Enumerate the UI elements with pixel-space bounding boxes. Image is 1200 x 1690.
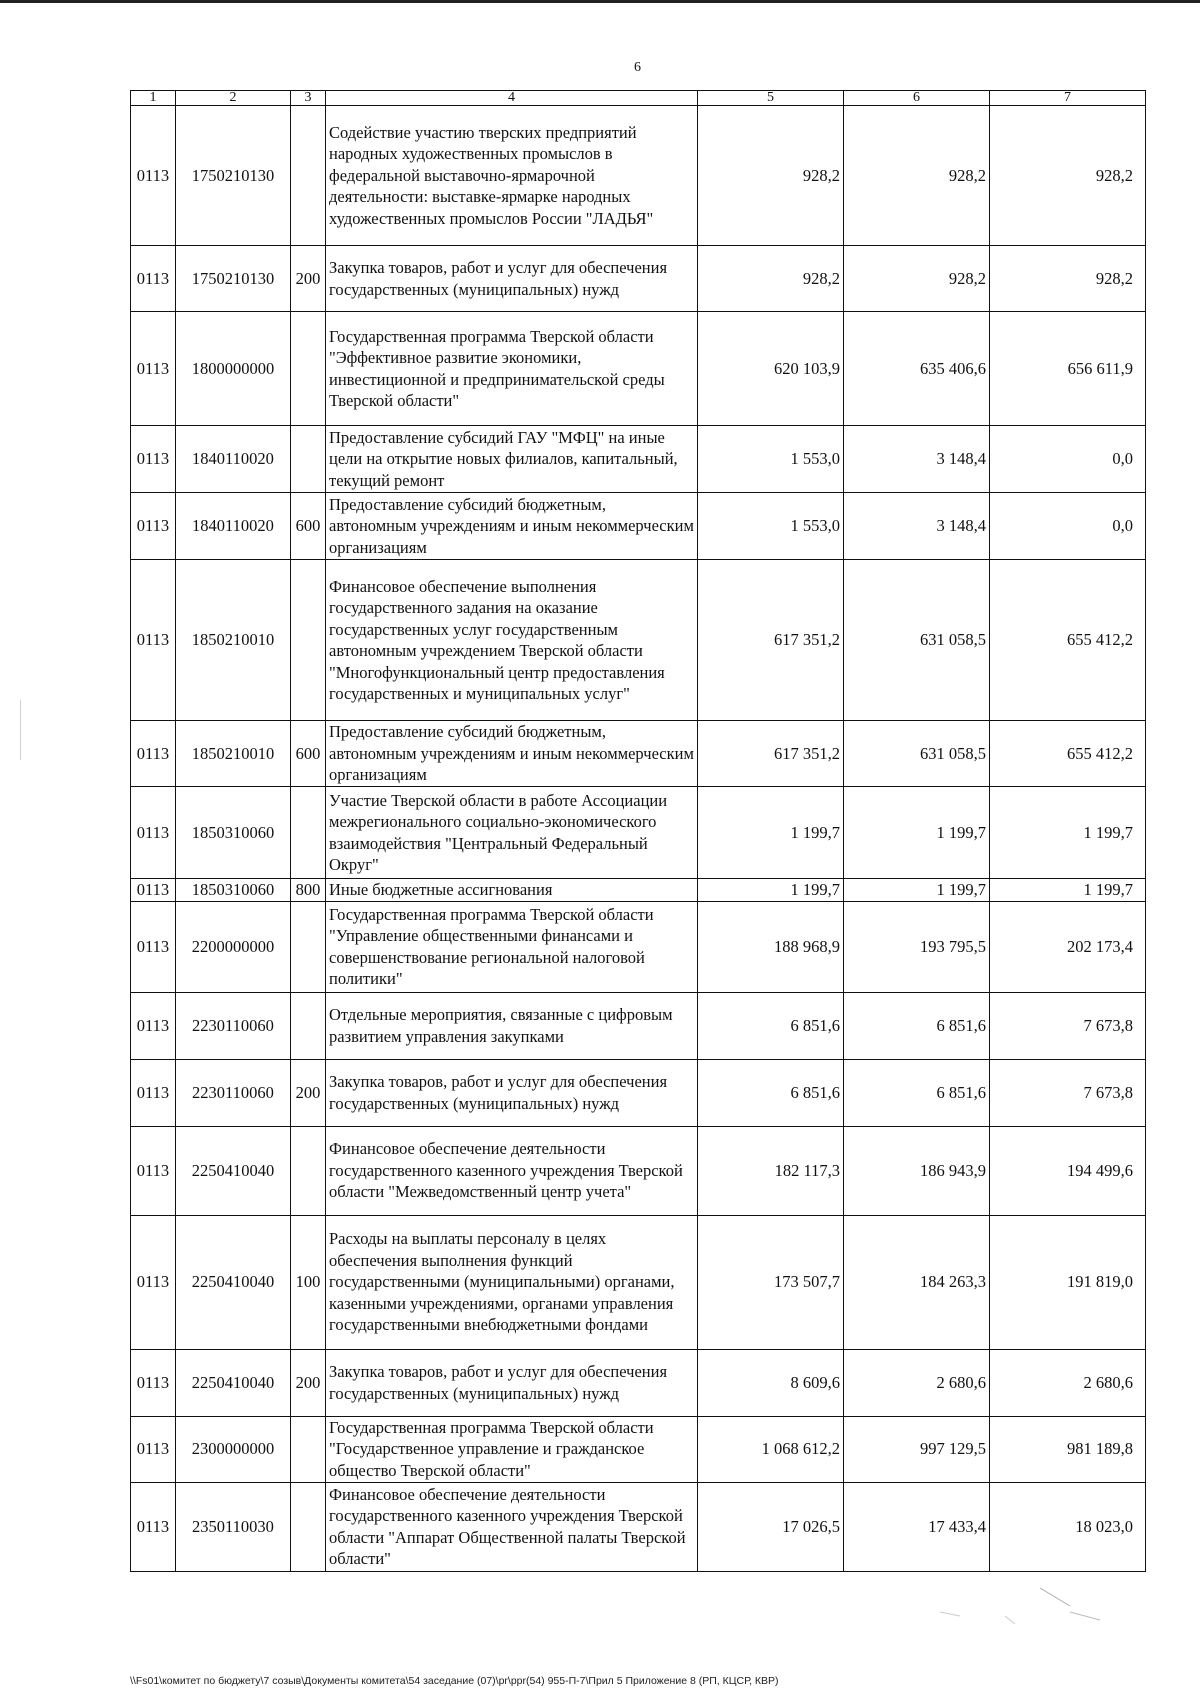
item-name: Предоставление субсидий ГАУ "МФЦ" на иные цели на открытие новых филиалов, капитальный, текущий ремонт [326,426,698,493]
scan-artifact-line [1040,1588,1070,1606]
scan-artifact-line [940,1612,960,1616]
section-code: 0113 [131,879,176,902]
budget-table [130,90,1146,1572]
amount-year-2: 1 199,7 [844,879,990,902]
section-code: 0113 [131,721,176,787]
table-row [131,992,1146,1059]
amount-year-2: 6 851,6 [844,992,990,1059]
table-row [131,879,1146,902]
amount-year-3: 194 499,6 [990,1126,1146,1215]
expense-type-code [291,312,326,426]
section-code: 0113 [131,901,176,992]
amount-year-2: 631 058,5 [844,560,990,721]
section-code: 0113 [131,992,176,1059]
page-number: 6 [634,60,641,75]
table-row [131,721,1146,787]
expense-type-code: 600 [291,721,326,787]
header-row [131,91,1146,106]
amount-year-2: 631 058,5 [844,721,990,787]
table-row [131,560,1146,721]
section-code: 0113 [131,1059,176,1126]
amount-year-2: 1 199,7 [844,787,990,879]
item-name: Расходы на выплаты персоналу в целях обеспечения выполнения функций государственными (муниципальными) органами, казенными учреждениями, органами управления государственными внебюджетными фондами [326,1215,698,1349]
target-code: 1850210010 [176,560,291,721]
amount-year-3: 928,2 [990,106,1146,246]
target-code: 1850210010 [176,721,291,787]
amount-year-3: 7 673,8 [990,992,1146,1059]
expense-type-code [291,992,326,1059]
amount-year-2: 3 148,4 [844,426,990,493]
expense-type-code [291,426,326,493]
amount-year-1: 1 199,7 [698,787,844,879]
column-header: 3 [291,91,326,106]
target-code: 1840110020 [176,493,291,560]
table-row [131,901,1146,992]
table-row [131,312,1146,426]
amount-year-1: 6 851,6 [698,992,844,1059]
amount-year-1: 1 199,7 [698,879,844,902]
amount-year-1: 928,2 [698,246,844,312]
amount-year-3: 191 819,0 [990,1215,1146,1349]
section-code: 0113 [131,1349,176,1416]
amount-year-2: 193 795,5 [844,901,990,992]
amount-year-1: 182 117,3 [698,1126,844,1215]
column-header: 4 [326,91,698,106]
item-name: Государственная программа Тверской области "Управление общественными финансами и совершенствование региональной налоговой политики" [326,901,698,992]
target-code: 2250410040 [176,1126,291,1215]
expense-type-code: 600 [291,493,326,560]
section-code: 0113 [131,1215,176,1349]
expense-type-code [291,1126,326,1215]
section-code: 0113 [131,1416,176,1482]
item-name: Участие Тверской области в работе Ассоциации межрегионального социально-экономического взаимодействия "Центральный Федеральный Округ" [326,787,698,879]
amount-year-1: 620 103,9 [698,312,844,426]
footer-file-path: \\Fs01\комитет по бюджету\7 созыв\Документы комитета\54 заседание (07)\pr\ppr(54) 955-П-7\Прил 5 Приложение 8 (РП, КЦСР, КВР) [130,1675,779,1687]
amount-year-3: 928,2 [990,246,1146,312]
amount-year-2: 3 148,4 [844,493,990,560]
item-name: Государственная программа Тверской области "Эффективное развитие экономики, инвестиционной и предпринимательской среды Тверской области" [326,312,698,426]
section-code: 0113 [131,312,176,426]
expense-type-code [291,1416,326,1482]
target-code: 1840110020 [176,426,291,493]
expense-type-code [291,1482,326,1571]
target-code: 2230110060 [176,992,291,1059]
expense-type-code [291,560,326,721]
column-header: 6 [844,91,990,106]
table-row [131,1349,1146,1416]
table-row [131,106,1146,246]
scan-artifact-line [1070,1612,1100,1620]
amount-year-2: 928,2 [844,106,990,246]
amount-year-2: 997 129,5 [844,1416,990,1482]
amount-year-1: 188 968,9 [698,901,844,992]
section-code: 0113 [131,787,176,879]
amount-year-3: 202 173,4 [990,901,1146,992]
amount-year-2: 635 406,6 [844,312,990,426]
amount-year-3: 1 199,7 [990,879,1146,902]
target-code: 2350110030 [176,1482,291,1571]
section-code: 0113 [131,1482,176,1571]
amount-year-3: 2 680,6 [990,1349,1146,1416]
scan-artifact-line [1005,1616,1015,1624]
amount-year-2: 2 680,6 [844,1349,990,1416]
item-name: Содействие участию тверских предприятий народных художественных промыслов в федеральной выставочно-ярмарочной деятельности: выставке-ярмарке народных художественных промыслов России "ЛАДЬЯ" [326,106,698,246]
amount-year-2: 184 263,3 [844,1215,990,1349]
expense-type-code: 800 [291,879,326,902]
section-code: 0113 [131,426,176,493]
table-row [131,1126,1146,1215]
item-name: Предоставление субсидий бюджетным, автономным учреждениям и иным некоммерческим организациям [326,721,698,787]
table-row [131,1059,1146,1126]
amount-year-3: 655 412,2 [990,560,1146,721]
amount-year-3: 656 611,9 [990,312,1146,426]
expense-type-code: 200 [291,1059,326,1126]
table-row [131,1416,1146,1482]
amount-year-1: 1 553,0 [698,493,844,560]
amount-year-1: 617 351,2 [698,721,844,787]
column-header: 1 [131,91,176,106]
scan-margin-mark [20,700,21,760]
target-code: 2200000000 [176,901,291,992]
target-code: 1800000000 [176,312,291,426]
expense-type-code: 200 [291,246,326,312]
amount-year-1: 1 553,0 [698,426,844,493]
amount-year-1: 617 351,2 [698,560,844,721]
expense-type-code [291,901,326,992]
section-code: 0113 [131,560,176,721]
expense-type-code [291,787,326,879]
item-name: Финансовое обеспечение деятельности государственного казенного учреждения Тверской области "Аппарат Общественной палаты Тверской области" [326,1482,698,1571]
amount-year-3: 981 189,8 [990,1416,1146,1482]
item-name: Закупка товаров, работ и услуг для обеспечения государственных (муниципальных) нужд [326,246,698,312]
column-header: 5 [698,91,844,106]
target-code: 2250410040 [176,1349,291,1416]
item-name: Государственная программа Тверской области "Государственное управление и гражданское общество Тверской области" [326,1416,698,1482]
target-code: 1750210130 [176,106,291,246]
item-name: Финансовое обеспечение деятельности государственного казенного учреждения Тверской области "Межведомственный центр учета" [326,1126,698,1215]
amount-year-3: 7 673,8 [990,1059,1146,1126]
column-header: 2 [176,91,291,106]
amount-year-3: 0,0 [990,493,1146,560]
amount-year-1: 928,2 [698,106,844,246]
target-code: 2250410040 [176,1215,291,1349]
item-name: Иные бюджетные ассигнования [326,879,698,902]
table-row [131,1482,1146,1571]
amount-year-3: 0,0 [990,426,1146,493]
amount-year-2: 6 851,6 [844,1059,990,1126]
target-code: 1850310060 [176,879,291,902]
table-row [131,1215,1146,1349]
amount-year-1: 17 026,5 [698,1482,844,1571]
column-header: 7 [990,91,1146,106]
amount-year-2: 186 943,9 [844,1126,990,1215]
amount-year-1: 6 851,6 [698,1059,844,1126]
table-row [131,787,1146,879]
amount-year-1: 8 609,6 [698,1349,844,1416]
target-code: 2230110060 [176,1059,291,1126]
amount-year-3: 655 412,2 [990,721,1146,787]
item-name: Закупка товаров, работ и услуг для обеспечения государственных (муниципальных) нужд [326,1349,698,1416]
item-name: Финансовое обеспечение выполнения государственного задания на оказание государственных услуг государственным автономным учреждением Тверской области "Многофункциональный центр предоставления государственных и муниципальных услуг" [326,560,698,721]
section-code: 0113 [131,493,176,560]
section-code: 0113 [131,106,176,246]
table-row [131,246,1146,312]
section-code: 0113 [131,246,176,312]
amount-year-1: 173 507,7 [698,1215,844,1349]
scan-edge [0,0,1200,3]
expense-type-code [291,106,326,246]
amount-year-3: 18 023,0 [990,1482,1146,1571]
target-code: 1850310060 [176,787,291,879]
expense-type-code: 200 [291,1349,326,1416]
table-row [131,426,1146,493]
table-row [131,493,1146,560]
expense-type-code: 100 [291,1215,326,1349]
section-code: 0113 [131,1126,176,1215]
item-name: Отдельные мероприятия, связанные с цифровым развитием управления закупками [326,992,698,1059]
amount-year-2: 17 433,4 [844,1482,990,1571]
target-code: 2300000000 [176,1416,291,1482]
amount-year-2: 928,2 [844,246,990,312]
target-code: 1750210130 [176,246,291,312]
item-name: Закупка товаров, работ и услуг для обеспечения государственных (муниципальных) нужд [326,1059,698,1126]
amount-year-1: 1 068 612,2 [698,1416,844,1482]
item-name: Предоставление субсидий бюджетным, автономным учреждениям и иным некоммерческим организациям [326,493,698,560]
amount-year-3: 1 199,7 [990,787,1146,879]
